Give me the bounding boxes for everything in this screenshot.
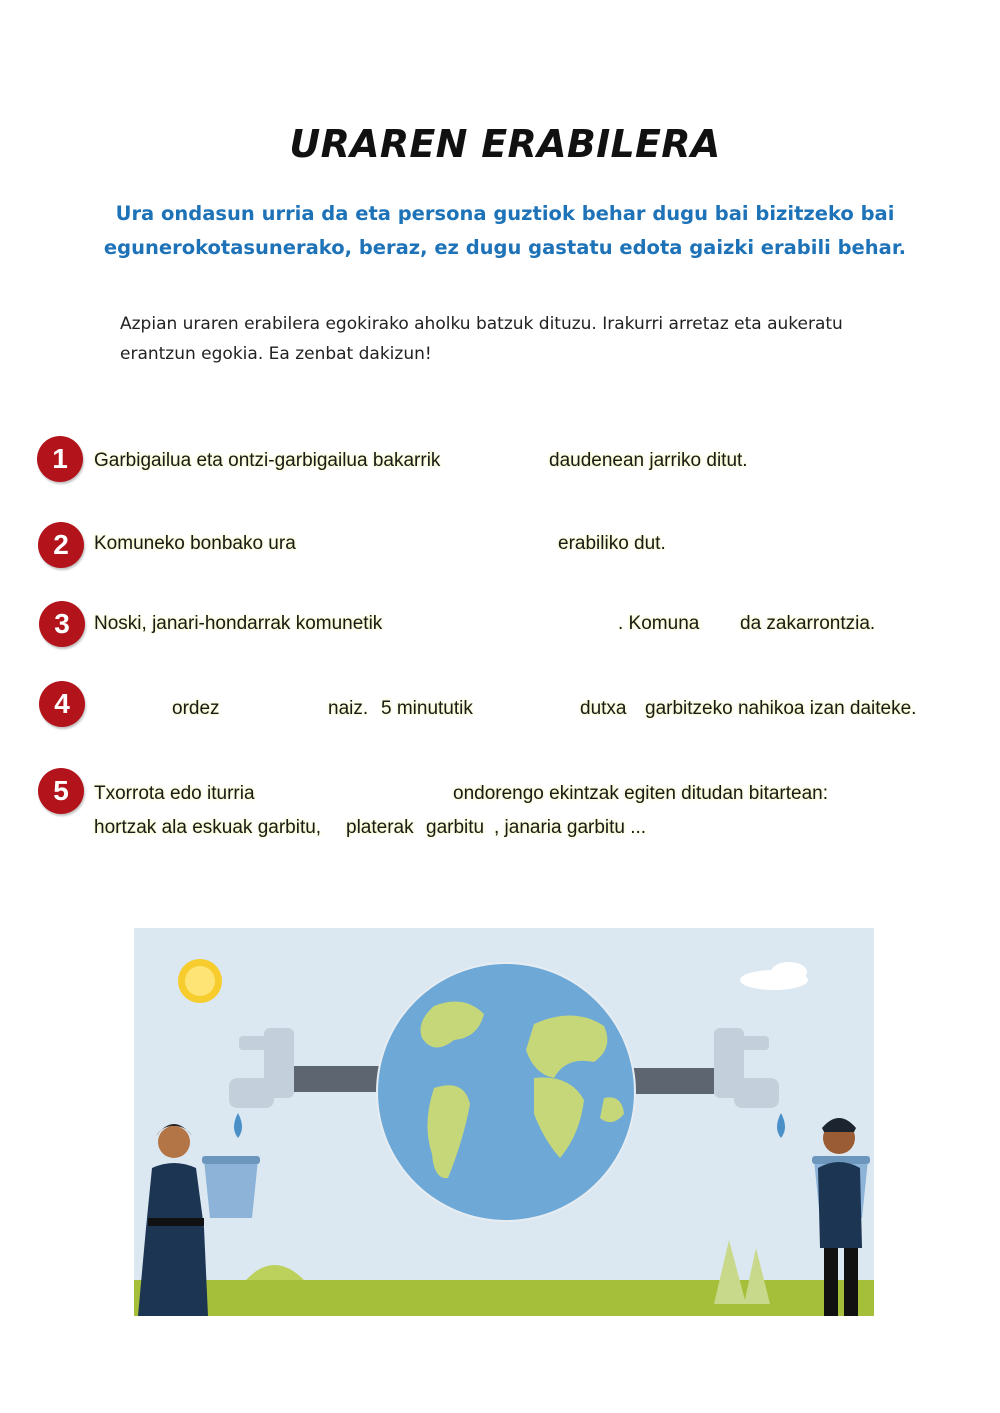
question-5-text-b: ondorengo ekintzak egiten ditudan bitartean: bbox=[453, 783, 828, 804]
question-number-4: 4 bbox=[39, 681, 85, 727]
water-globe-illustration bbox=[134, 928, 874, 1316]
answer-blank-1[interactable] bbox=[482, 449, 542, 475]
question-3-text-a: Noski, janari-hondarrak komunetik bbox=[94, 613, 383, 634]
question-5-text-f: , janaria garbitu ... bbox=[494, 817, 647, 838]
question-4-text-a: ordez bbox=[172, 698, 220, 719]
pipe-right bbox=[629, 1068, 714, 1094]
question-number-2: 2 bbox=[38, 522, 84, 568]
sun-icon bbox=[178, 959, 222, 1003]
question-2-text-b: erabiliko dut. bbox=[558, 533, 666, 554]
question-3-text-b: . Komuna bbox=[618, 613, 700, 634]
question-3-text-c: da zakarrontzia. bbox=[740, 613, 876, 634]
globe-icon bbox=[376, 962, 636, 1222]
answer-blank-3[interactable] bbox=[418, 612, 614, 638]
question-2-text-a: Komuneko bonbako ura bbox=[94, 533, 296, 554]
question-number-5: 5 bbox=[38, 768, 84, 814]
instructions: Azpian uraren erabilera egokirako aholku batzuk dituzu. Irakurri arretaz eta aukeratu erantzun egokia. Ea zenbat dakizun! bbox=[120, 314, 843, 364]
subtitle: Ura ondasun urria da eta persona guztiok behar dugu bai bizitzeko bai egunerokotasunerako, beraz, ez dugu gastatu edota gaizki erabili behar. bbox=[103, 202, 907, 259]
question-4-text-d: dutxa bbox=[580, 698, 627, 719]
question-4-text-c: 5 minututik bbox=[381, 698, 473, 719]
question-4-text-e: garbitzeko nahikoa izan daiteke. bbox=[645, 698, 917, 719]
question-number-3: 3 bbox=[39, 601, 85, 647]
answer-blank-7[interactable] bbox=[490, 697, 572, 723]
answer-blank-2[interactable] bbox=[326, 532, 550, 558]
question-5-text-c: hortzak ala eskuak garbitu, bbox=[94, 817, 322, 838]
question-5-text-d: platerak bbox=[346, 817, 414, 838]
question-1-text-b: daudenean jarriko ditut. bbox=[549, 450, 748, 471]
answer-blank-5[interactable] bbox=[94, 697, 164, 723]
page-title: URAREN ERABILERA bbox=[289, 122, 721, 166]
question-number-1: 1 bbox=[37, 436, 83, 482]
answer-blank-6[interactable] bbox=[232, 697, 320, 723]
question-5-text-a: Txorrota edo iturria bbox=[94, 783, 255, 804]
answer-blank-8[interactable] bbox=[278, 782, 446, 808]
question-1-text-a: Garbigailua eta ontzi-garbigailua bakarrik bbox=[94, 450, 441, 471]
question-5-text-e: garbitu bbox=[426, 817, 485, 838]
answer-blank-4[interactable] bbox=[712, 612, 734, 638]
question-4-text-b: naiz. bbox=[328, 698, 369, 719]
